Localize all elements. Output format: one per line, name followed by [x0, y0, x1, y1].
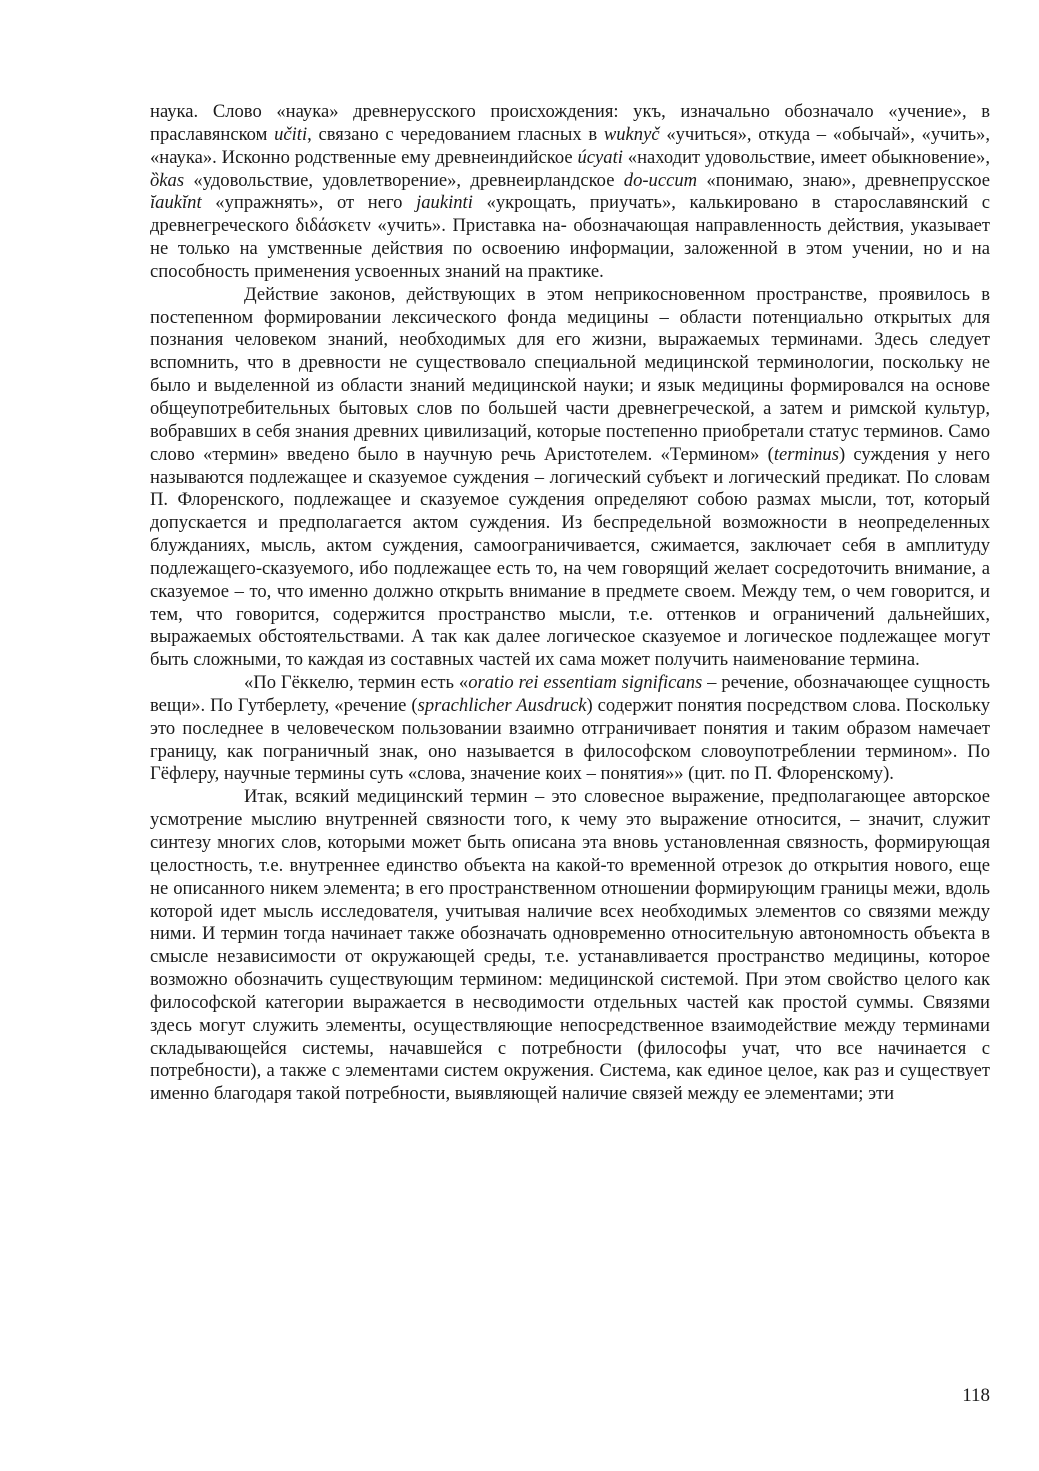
text-run: , связано с чередованием гласных в	[307, 123, 604, 145]
text-run: «учиться», откуда – «обычай», «учить», «наука». Исконно родственные ему древнеиндийское	[150, 123, 990, 168]
text-run: «удовольствие, удовлетворение», древнеирландское	[184, 169, 624, 191]
italic-term: oratio rei essentiam significans	[468, 672, 703, 694]
text-run: «По Гёккелю, термин есть «	[244, 672, 469, 694]
italic-term: do-иссит	[623, 169, 698, 191]
document-body	[150, 101, 990, 1106]
italic-term: sprachlicher Ausdruck	[417, 694, 587, 716]
italic-term: ĭaukĭnt	[150, 192, 202, 214]
italic-term: wuknyč	[603, 123, 660, 145]
text-run: Действие законов, действующих в этом неприкосновенном пространстве, проявилось в постепенном формировании лексического фонда медицины – области потенциально открытых для познания человеком знаний, необходимых для его жизни, выражаемых терминами. Здесь следует вспомнить, что в древности не существовало специальной медицинской терминологии, поскольку не было и выделенной из области знаний медицинской науки; и язык медицины формировался на основе общеупотребительных бытовых слов по большей части древнегреческой, а затем и римской культур, вобравших в себя знания древних цивилизаций, которые постепенно приобретали статус терминов. Само слово «термин» введено было в научную речь Аристотелем. «Термином» (	[150, 283, 990, 465]
italic-term: úcyati	[577, 146, 623, 168]
text-run: наука. Слово «наука» древнерусского происхождения: укъ, изначально обозначало «учение», в праславянском	[150, 101, 990, 145]
italic-term: ȍkas	[150, 169, 185, 191]
text-run: ) суждения у него называются подлежащее и сказуемое суждения – логический субъект и логический предикат. По словам П. Флоренского, подлежащее и сказуемое суждения определяют собою размах мысли, тот, который допускается и предполагается актом суждения. Из беспредельной возможности в неопределенных блужданиях, мысль, актом суждения, самоограничивается, сжимается, заключает себя в амплитуду подлежащего-сказуемого, ибо подлежащее есть то, на чем говорящий желает сосредоточить внимание, а сказуемое – то, что именно должно открыть внимание в предмете своем. Между тем, о чем говорится, и тем, что говорится, содержится пространство мысли, т.е. оттенков и ограничений дальнейших, выражаемых обстоятельствами. А так как далее логическое сказуемое и логическое подлежащее могут быть сложными, то каждая из составных частей их сама может получить наименование термина.	[150, 443, 990, 671]
text-run: «укрощать, приучать», калькировано в старославянский с древнегреческого διδάσκετν «учить». Приставка на- обозначающая направленность действия, указывает не только на умственные действия по освоению информации, заложенной в этом учении, но и на способность применения усвоенных знаний на практике.	[150, 192, 990, 282]
text-run: «упражнять», от него	[201, 192, 417, 214]
text-run: – речение, обозначающее сущность вещи». По Гутберлету, «речение (	[150, 672, 990, 716]
italic-term: jaukinti	[416, 192, 473, 214]
text-run: «понимаю, знаю», древнепрусское	[697, 169, 990, 191]
paragraph-1	[150, 101, 990, 284]
text-run: ) содержит понятия посредством слова. Поскольку это последнее в человеческом пользовании взаимно отграничивает понятия и таким образом намечает границу, как пограничный знак, оно называется в философском словоупотреблении термином». По Гёфлеру, научные термины суть «слова, значение коих – понятия»» (цит. по П. Флоренскому).	[150, 694, 990, 785]
text-run: Итак, всякий медицинский термин – это словесное выражение, предполагающее авторское усмотрение мыслию внутренней связности того, к чему это выражение относится, – значит, служит синтезу многих слов, которыми может быть описана эта вновь установленная связность, формирующая целостность, т.е. внутреннее единство объекта на какой-то временной отрезок до открытия нового, еще не описанного никем элемента; в его пространственном отношении формирующим границы межи, вдоль которой идет мысль исследователя, учитывая наличие всех необходимых элементов со связями между ними. И термин тогда начинает также обозначать одновременно относительную автономность объекта в смысле независимости от окружающей среды, т.е. устанавливается пространство медицины, которое возможно обозначить существующим термином: медицинской системой. При этом свойство целого как философской категории выражается в несводимости отдельных частей как простой суммы. Связями здесь могут служить элементы, осуществляющие непосредственное взаимодействие между терминами складывающейся системы, начавшейся с потребности (философы учат, что все начинается с потребности), а также с элементами систем окружения. Система, как единое целое, как раз и существует именно благодаря такой потребности, выявляющей наличие связей между ее элементами; эти	[150, 786, 990, 1105]
paragraph-3	[150, 672, 990, 786]
text-run: «находит удовольствие, имеет обыкновение»,	[622, 146, 990, 168]
paragraph-2	[150, 284, 990, 672]
italic-term: terminus	[773, 443, 839, 465]
page-number: 118	[962, 1385, 990, 1406]
paragraph-4	[150, 786, 990, 1106]
italic-term: učiti	[274, 123, 308, 145]
